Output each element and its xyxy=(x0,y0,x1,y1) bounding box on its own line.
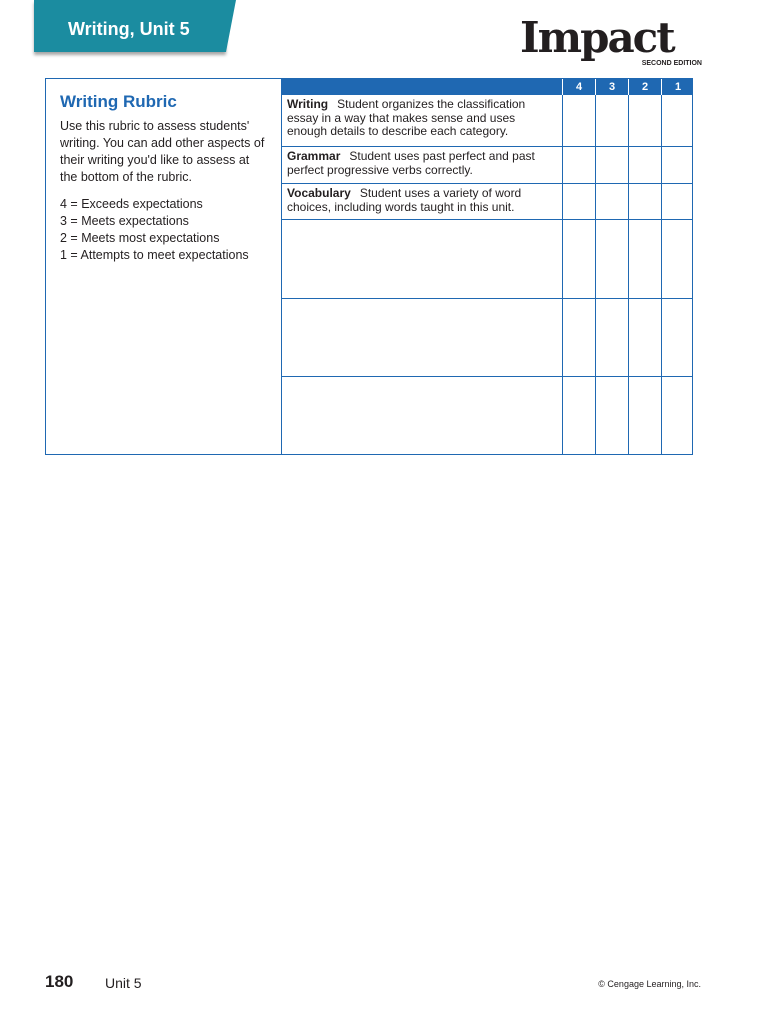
score-cell[interactable] xyxy=(595,299,628,376)
score-cell[interactable] xyxy=(628,299,661,376)
unit-tab xyxy=(34,0,226,52)
score-cell[interactable] xyxy=(661,184,694,219)
score-cell[interactable] xyxy=(595,377,628,454)
score-header-3: 3 xyxy=(595,79,628,95)
score-cell[interactable] xyxy=(595,95,628,146)
rubric-row-vocabulary xyxy=(282,183,692,219)
brand-logo xyxy=(520,13,702,72)
brand-name: Impact xyxy=(520,13,674,62)
page-number: 180 xyxy=(45,972,74,991)
score-cell[interactable] xyxy=(628,95,661,146)
score-header-4: 4 xyxy=(562,79,595,95)
blank-criterion[interactable] xyxy=(282,220,562,298)
criterion-category: Vocabulary xyxy=(287,186,351,200)
rubric-row-grammar xyxy=(282,146,692,183)
criterion-description: Student organizes the classification essay in a way that makes sense and uses enough details to describe each category. xyxy=(287,97,526,138)
scale-item: 1 = Attempts to meet expectations xyxy=(60,248,249,262)
score-cell[interactable] xyxy=(628,377,661,454)
score-cell[interactable] xyxy=(562,299,595,376)
copyright-notice: © Cengage Learning, Inc. xyxy=(598,979,701,989)
score-cell[interactable] xyxy=(628,220,661,298)
criterion-description: Student uses a variety of word choices, including words taught in this unit. xyxy=(287,186,522,214)
rubric-row-blank xyxy=(282,219,692,298)
score-cell[interactable] xyxy=(661,377,694,454)
score-cell[interactable] xyxy=(595,147,628,183)
score-header xyxy=(282,79,692,95)
score-cell[interactable] xyxy=(562,220,595,298)
rubric-table xyxy=(45,78,693,455)
score-cell[interactable] xyxy=(562,377,595,454)
unit-tab-label: Writing, Unit 5 xyxy=(68,18,190,39)
score-grid xyxy=(282,79,692,454)
criterion-category: Writing xyxy=(287,97,329,111)
blank-criterion[interactable] xyxy=(282,377,562,454)
score-cell[interactable] xyxy=(661,95,694,146)
brand-edition: SECOND EDITION xyxy=(641,60,702,67)
score-cell[interactable] xyxy=(628,147,661,183)
score-cell[interactable] xyxy=(628,184,661,219)
footer-unit-label: Unit 5 xyxy=(105,975,142,991)
score-cell[interactable] xyxy=(562,147,595,183)
score-cell[interactable] xyxy=(661,299,694,376)
score-cell[interactable] xyxy=(595,184,628,219)
scale-item: 2 = Meets most expectations xyxy=(60,231,220,245)
criterion-description: Student uses past perfect and past perfect progressive verbs correctly. xyxy=(287,149,535,177)
rubric-info-panel xyxy=(46,79,282,454)
criterion-category: Grammar xyxy=(287,149,341,163)
scale-item: 3 = Meets expectations xyxy=(60,214,189,228)
score-header-1: 1 xyxy=(661,79,694,95)
score-header-2: 2 xyxy=(628,79,661,95)
criterion-text xyxy=(282,95,562,146)
rubric-intro: Use this rubric to assess students' writing. You can add other aspects of their writing you'd like to assess at the bottom of the rubric. xyxy=(60,119,265,184)
score-cell[interactable] xyxy=(562,95,595,146)
score-cell[interactable] xyxy=(661,220,694,298)
blank-criterion[interactable] xyxy=(282,299,562,376)
criterion-text xyxy=(282,184,562,219)
score-cell[interactable] xyxy=(562,184,595,219)
criterion-text xyxy=(282,147,562,183)
scale-item: 4 = Exceeds expectations xyxy=(60,197,203,211)
rubric-row-blank xyxy=(282,298,692,376)
score-cell[interactable] xyxy=(595,220,628,298)
score-cell[interactable] xyxy=(661,147,694,183)
rubric-row-writing xyxy=(282,95,692,146)
rubric-row-blank xyxy=(282,376,692,454)
rubric-title: Writing Rubric xyxy=(60,92,177,111)
